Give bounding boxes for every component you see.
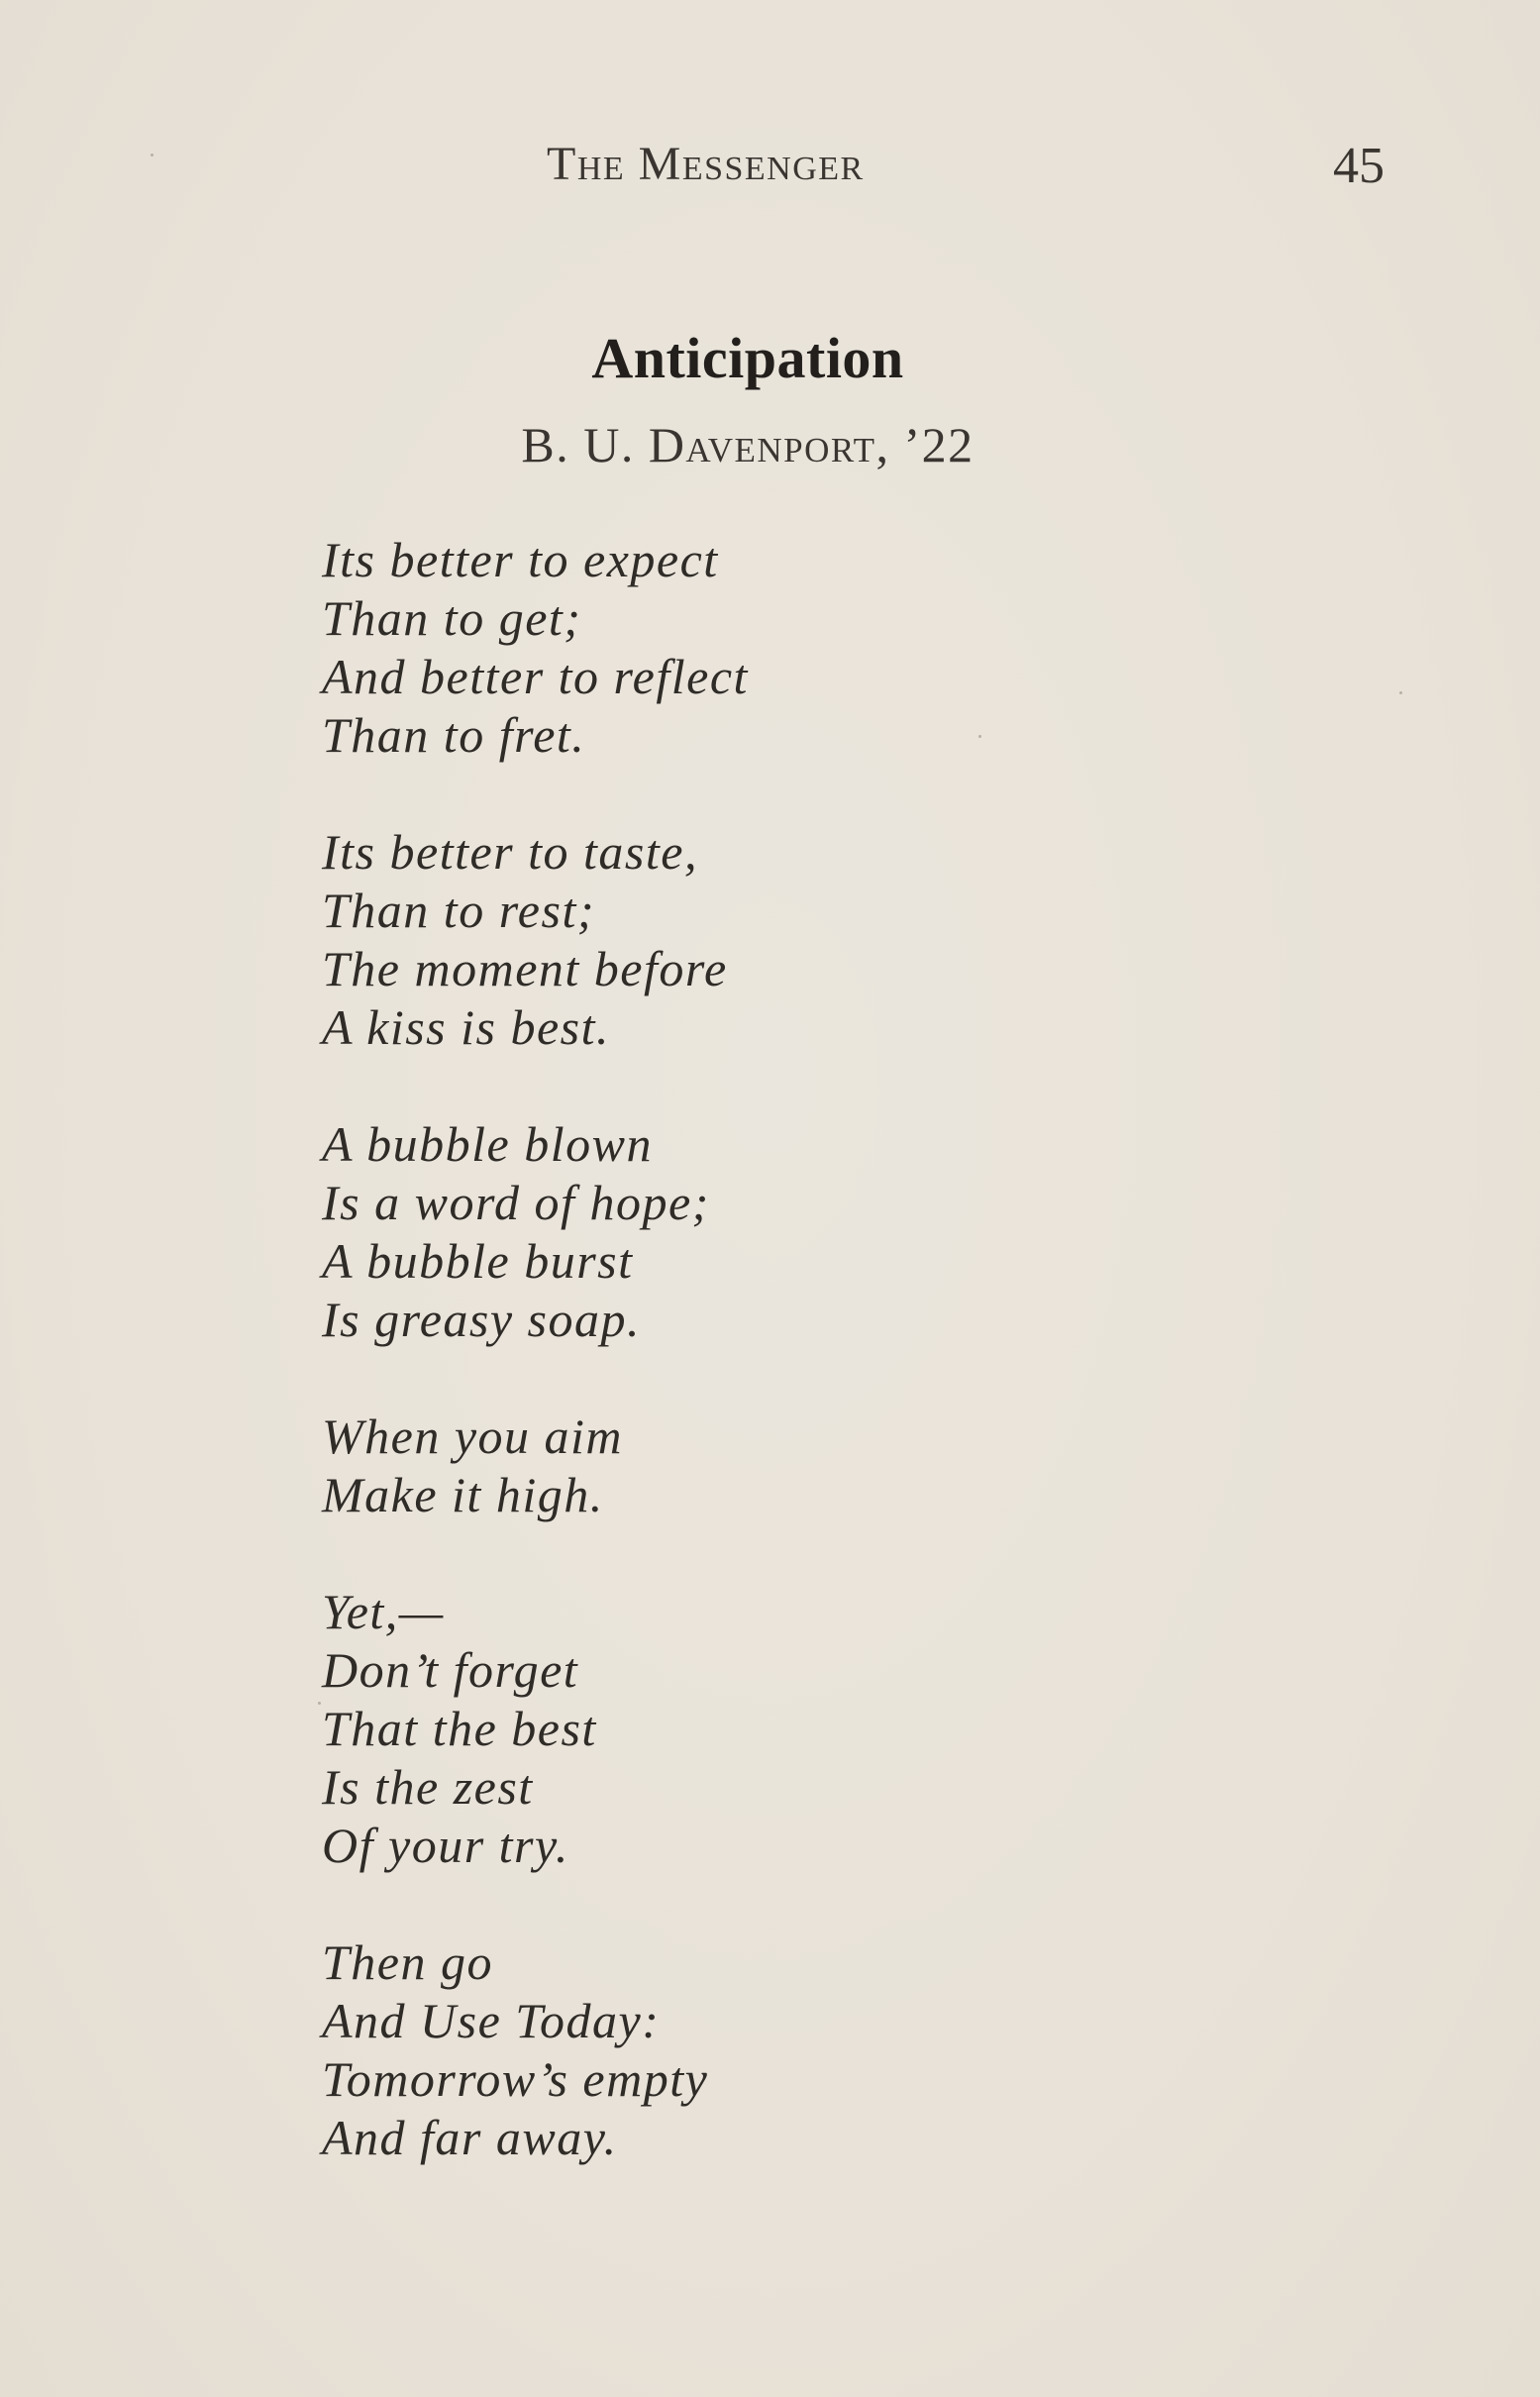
poem-line: A kiss is best.: [322, 999, 611, 1055]
poem-line: When you aim: [322, 1408, 624, 1464]
page-number: 45: [1333, 138, 1385, 194]
poem-line: Than to fret.: [322, 707, 586, 763]
journal-title: The Messenger: [547, 138, 865, 190]
poem-line: And far away.: [322, 2110, 618, 2165]
stanza: [322, 1933, 1312, 2167]
poem-line: Don’t forget: [322, 1642, 579, 1698]
poem-line: Of your try.: [322, 1818, 569, 1873]
poem-line: Tomorrow’s empty: [322, 2051, 709, 2107]
poem-line: Is greasy soap.: [322, 1292, 642, 1347]
poem-line: And Use Today:: [322, 1993, 661, 2048]
running-head: [0, 137, 1540, 196]
poem-line: Its better to taste,: [322, 824, 698, 880]
poem-line: Than to get;: [322, 590, 582, 646]
paper-speck: [318, 1702, 321, 1705]
stanza: [322, 1407, 1312, 1524]
poem-title: Anticipation: [591, 326, 904, 390]
poem-line: Is a word of hope;: [322, 1175, 710, 1230]
stanza: [322, 823, 1312, 1057]
poem-line: Then go: [322, 1934, 493, 1990]
poem-author: B. U. Davenport, ’22: [521, 417, 975, 472]
poem-line: That the best: [322, 1701, 597, 1756]
poem-line: A bubble burst: [322, 1233, 634, 1289]
poem-line: And better to reflect: [322, 649, 749, 704]
stanza: [322, 1583, 1312, 1875]
poem-line: Make it high.: [322, 1467, 604, 1522]
poem-line: A bubble blown: [322, 1116, 653, 1172]
poem-line: Its better to expect: [322, 532, 719, 587]
stanza: [322, 531, 1312, 765]
paper-speck: [151, 154, 154, 156]
poem-line: Than to rest;: [322, 883, 595, 938]
paper-speck: [978, 735, 981, 738]
poem-body: [322, 531, 1312, 2226]
poem-line: The moment before: [322, 941, 728, 996]
poem-line: Yet,—: [322, 1584, 445, 1639]
poem-line: Is the zest: [322, 1759, 534, 1815]
paper-speck: [1399, 691, 1402, 694]
stanza: [322, 1115, 1312, 1349]
